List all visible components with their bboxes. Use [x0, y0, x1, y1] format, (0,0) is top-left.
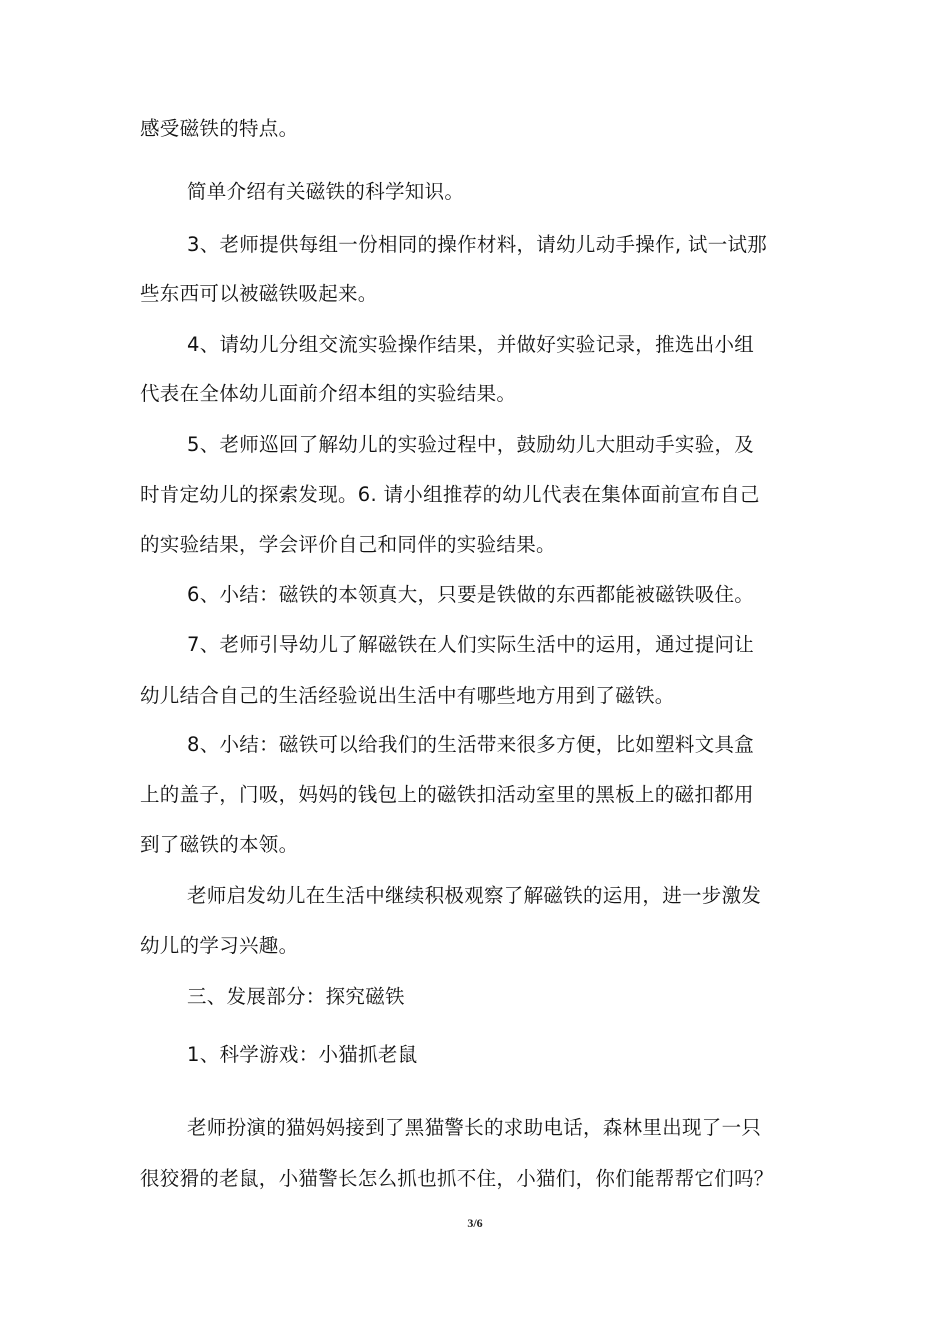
text-line: 幼儿结合自己的生活经验说出生活中有哪些地方用到了磁铁。: [140, 684, 675, 707]
text-line: 的实验结果，学会评价自己和同伴的实验结果。: [140, 533, 556, 556]
text-line: 老师启发幼儿在生活中继续积极观察了解磁铁的运用，进一步激发: [187, 884, 762, 907]
text-line: 7、老师引导幼儿了解磁铁在人们实际生活中的运用，通过提问让: [187, 633, 755, 656]
text-line: 简单介绍有关磁铁的科学知识。: [187, 180, 465, 203]
text-line: 8、小结：磁铁可以给我们的生活带来很多方便，比如塑料文具盒: [187, 733, 755, 756]
sub-heading: 1、科学游戏：小猫抓老鼠: [187, 1043, 418, 1066]
text-line: 6、小结：磁铁的本领真大，只要是铁做的东西都能被磁铁吸住。: [187, 583, 755, 606]
text-line: 4、请幼儿分组交流实验操作结果，并做好实验记录，推选出小组: [187, 333, 755, 356]
text-line: 时肯定幼儿的探索发现。6. 请小组推荐的幼儿代表在集体面前宣布自己: [140, 483, 760, 506]
text-line: 幼儿的学习兴趣。: [140, 934, 299, 957]
text-line: 上的盖子，门吸，妈妈的钱包上的磁铁扣活动室里的黑板上的磁扣都用: [140, 783, 754, 806]
text-line: 很狡猾的老鼠，小猫警长怎么抓也抓不住，小猫们，你们能帮帮它们吗？: [140, 1167, 774, 1190]
text-line: 些东西可以被磁铁吸起来。: [140, 282, 378, 305]
text-line: 感受磁铁的特点。: [140, 117, 299, 140]
text-line: 5、老师巡回了解幼儿的实验过程中，鼓励幼儿大胆动手实验，及: [187, 433, 755, 456]
text-line: 到了磁铁的本领。: [140, 833, 299, 856]
text-line: 老师扮演的猫妈妈接到了黑猫警长的求助电话，森林里出现了一只: [187, 1116, 762, 1139]
section-heading: 三、发展部分：探究磁铁: [187, 985, 405, 1008]
text-line: 代表在全体幼儿面前介绍本组的实验结果。: [140, 382, 517, 405]
text-line: 3、老师提供每组一份相同的操作材料，请幼儿动手操作, 试一试那: [187, 233, 768, 256]
page-number: 3/6: [467, 1216, 483, 1230]
